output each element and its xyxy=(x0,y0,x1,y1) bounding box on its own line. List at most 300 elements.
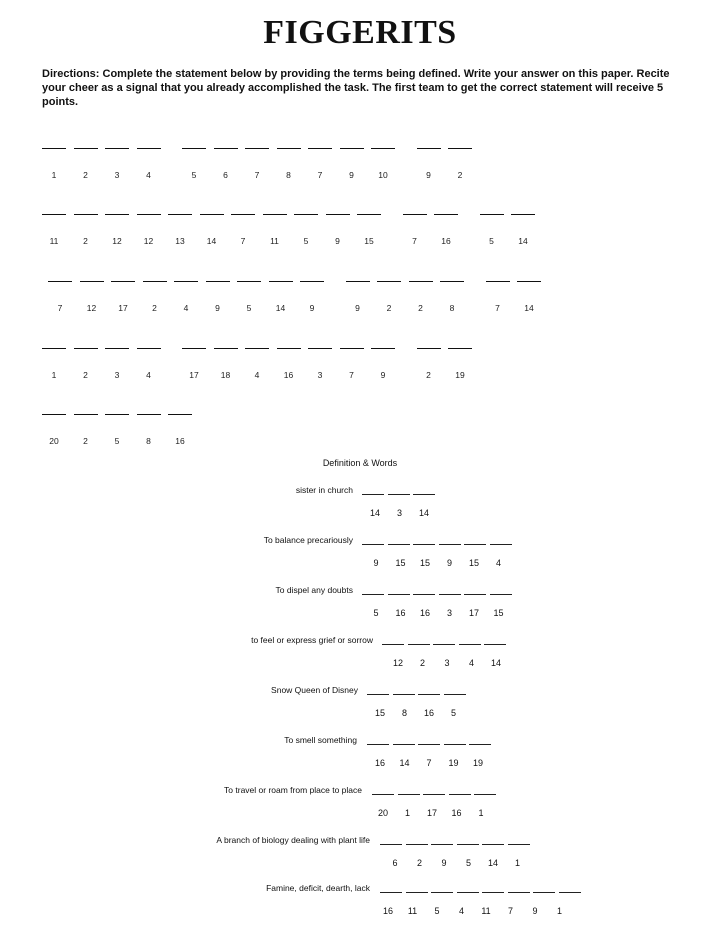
answer-blank[interactable] xyxy=(434,214,458,215)
clue-letter-number xyxy=(377,888,401,918)
clue-definition: Famine, deficit, dearth, lack xyxy=(266,883,370,893)
answer-blank[interactable] xyxy=(237,281,261,282)
answer-blank[interactable] xyxy=(448,148,472,149)
answer-blank[interactable] xyxy=(511,214,535,215)
clue-definition: To dispel any doubts xyxy=(275,585,353,595)
letter-slot[interactable] xyxy=(269,281,293,315)
clue-number-text: 16 xyxy=(395,608,406,618)
letter-slot[interactable] xyxy=(74,414,98,448)
letter-number: 9 xyxy=(426,170,431,180)
puzzle-row xyxy=(0,214,720,254)
clue-letter-number xyxy=(418,740,442,770)
letter-slot[interactable] xyxy=(105,148,129,182)
answer-blank[interactable] xyxy=(263,214,287,215)
puzzle-row xyxy=(0,281,720,321)
letter-slot[interactable] xyxy=(517,281,541,315)
letter-number: 11 xyxy=(270,236,279,246)
letter-slot[interactable] xyxy=(42,214,66,248)
clue-letter-number xyxy=(524,888,548,918)
letter-slot[interactable] xyxy=(300,281,324,315)
letter-number: 2 xyxy=(457,170,463,180)
answer-blank[interactable] xyxy=(277,148,301,149)
letter-number: 7 xyxy=(349,370,354,380)
answer-blank[interactable] xyxy=(143,281,167,282)
clue-letter-number xyxy=(439,540,463,570)
letter-slot[interactable] xyxy=(277,148,301,182)
clue-letter-number xyxy=(369,740,393,770)
answer-blank[interactable] xyxy=(377,281,401,282)
letter-number: 10 xyxy=(378,170,388,180)
answer-blank[interactable] xyxy=(105,214,129,215)
letter-slot[interactable] xyxy=(111,281,135,315)
answer-blank[interactable] xyxy=(294,214,318,215)
answer-blank[interactable] xyxy=(340,148,364,149)
clue-letter-number xyxy=(421,790,445,820)
letter-number: 14 xyxy=(206,236,217,246)
clue-letter-number xyxy=(488,590,512,620)
answer-blank[interactable] xyxy=(346,281,370,282)
letter-slot[interactable] xyxy=(346,281,370,315)
letter-slot[interactable] xyxy=(403,214,427,248)
letter-slot[interactable] xyxy=(511,214,535,248)
directions-text: Directions: Complete the statement below by providing the terms being defined. Write your answer on this paper. Recite your cheer as a signal that you already accomplished the task. The first team to get the correct statement will receive 5 points. xyxy=(42,68,670,108)
clue-letter-number xyxy=(443,690,467,720)
letter-number: 3 xyxy=(114,170,120,180)
letter-slot[interactable] xyxy=(245,148,269,182)
clue-letter-number xyxy=(488,540,512,570)
clue-number-text: 14 xyxy=(399,758,410,768)
answer-blank[interactable] xyxy=(403,214,427,215)
puzzle-row xyxy=(0,348,720,388)
clue-row xyxy=(0,835,720,875)
clue-number-text: 5 xyxy=(465,858,471,868)
letter-number: 2 xyxy=(83,170,88,180)
clue-row xyxy=(0,485,720,525)
letter-number: 4 xyxy=(254,370,260,380)
answer-blank[interactable] xyxy=(74,348,98,349)
answer-blank[interactable] xyxy=(42,214,66,215)
letter-number: 1 xyxy=(51,170,57,180)
clue-number-text: 15 xyxy=(419,558,430,568)
clue-number-text: 19 xyxy=(472,758,483,768)
letter-number: 2 xyxy=(152,303,157,313)
clue-letter-number xyxy=(372,790,396,820)
clue-number-text: 1 xyxy=(478,808,484,818)
answer-blank[interactable] xyxy=(137,414,161,415)
clue-number-text: 16 xyxy=(382,906,393,916)
answer-blank[interactable] xyxy=(74,414,98,415)
answer-blank[interactable] xyxy=(417,148,441,149)
letter-number: 9 xyxy=(349,170,354,180)
letter-slot[interactable] xyxy=(105,414,129,448)
clue-number-text: 15 xyxy=(493,608,504,618)
clue-definition: To travel or roam from place to place xyxy=(224,785,362,795)
clue-number-text: 8 xyxy=(401,708,407,718)
letter-slot[interactable] xyxy=(168,414,192,448)
letter-number: 2 xyxy=(83,236,88,246)
clue-letter-number xyxy=(433,840,457,870)
letter-slot[interactable] xyxy=(137,214,161,248)
answer-blank[interactable] xyxy=(308,148,332,149)
answer-blank[interactable] xyxy=(42,148,66,149)
letter-number: 16 xyxy=(175,436,185,446)
letter-number: 17 xyxy=(189,370,199,380)
clue-number-text: 17 xyxy=(426,808,437,818)
answer-blank[interactable] xyxy=(168,214,192,215)
clue-number-text: 2 xyxy=(419,658,425,668)
clue-row xyxy=(0,685,720,725)
answer-blank[interactable] xyxy=(357,214,381,215)
clue-number-text: 15 xyxy=(395,558,406,568)
letter-number: 18 xyxy=(220,370,231,380)
letter-number: 5 xyxy=(489,236,494,246)
letter-number: 2 xyxy=(418,303,423,313)
clue-number-text: 9 xyxy=(446,558,452,568)
answer-blank[interactable] xyxy=(326,214,350,215)
answer-blank[interactable] xyxy=(182,348,206,349)
clue-number-text: 3 xyxy=(446,608,452,618)
clue-number-text: 9 xyxy=(532,906,538,916)
letter-number: 7 xyxy=(495,303,500,313)
clue-number-text: 16 xyxy=(419,608,430,618)
clue-letter-number xyxy=(390,540,414,570)
letter-number: 12 xyxy=(86,303,97,313)
clue-number-text: 5 xyxy=(434,906,440,916)
clue-definition: To balance precariously xyxy=(263,535,353,545)
letter-number: 3 xyxy=(114,370,120,380)
letter-slot[interactable] xyxy=(42,414,66,448)
answer-blank[interactable] xyxy=(174,281,198,282)
clue-row xyxy=(0,785,720,825)
letter-slot[interactable] xyxy=(137,148,161,182)
clue-number-text: 12 xyxy=(392,658,403,668)
clue-letter-number xyxy=(500,888,524,918)
letter-slot[interactable] xyxy=(340,148,364,182)
clue-letter-number xyxy=(364,490,388,520)
clue-number-text: 19 xyxy=(448,758,459,768)
clue-row xyxy=(0,735,720,775)
letter-number: 4 xyxy=(146,370,151,380)
clue-number-text: 1 xyxy=(514,858,520,868)
answer-blank[interactable] xyxy=(74,214,98,215)
letter-slot[interactable] xyxy=(409,281,433,315)
answer-blank[interactable] xyxy=(308,348,332,349)
clue-number-text: 9 xyxy=(373,558,379,568)
clue-number-text: 9 xyxy=(441,858,447,868)
letter-number: 12 xyxy=(112,236,122,246)
answer-blank[interactable] xyxy=(182,148,206,149)
clue-letter-number xyxy=(470,790,494,820)
clue-letter-number xyxy=(412,640,436,670)
letter-number: 16 xyxy=(283,370,294,380)
letter-number: 9 xyxy=(335,236,340,246)
letter-number: 3 xyxy=(317,370,323,380)
letter-number: 16 xyxy=(441,236,451,246)
letter-slot[interactable] xyxy=(326,214,350,248)
letter-slot[interactable] xyxy=(245,348,269,382)
clue-letter-number xyxy=(446,790,470,820)
letter-number: 14 xyxy=(275,303,286,313)
letter-number: 17 xyxy=(118,303,128,313)
letter-number: 20 xyxy=(49,436,59,446)
clue-number-text: 20 xyxy=(377,808,388,818)
letter-slot[interactable] xyxy=(237,281,261,315)
clue-row xyxy=(0,883,720,923)
letter-slot[interactable] xyxy=(42,148,66,182)
letter-slot[interactable] xyxy=(263,214,287,248)
clue-letter-number xyxy=(369,690,393,720)
answer-blank[interactable] xyxy=(42,414,66,415)
clue-letter-number xyxy=(365,590,389,620)
answer-blank[interactable] xyxy=(214,148,238,149)
letter-slot[interactable] xyxy=(371,348,395,382)
clue-letter-number xyxy=(397,790,421,820)
clue-number-text: 4 xyxy=(458,906,464,916)
clue-letter-number xyxy=(384,840,408,870)
clue-number-text: 7 xyxy=(507,906,513,916)
letter-number: 2 xyxy=(426,370,431,380)
clue-number-text: 3 xyxy=(396,508,402,518)
answer-blank[interactable] xyxy=(137,148,161,149)
answer-blank[interactable] xyxy=(105,414,129,415)
letter-slot[interactable] xyxy=(182,348,206,382)
clue-letter-number xyxy=(402,888,426,918)
letter-slot[interactable] xyxy=(137,348,161,382)
letter-slot[interactable] xyxy=(80,281,104,315)
clue-letter-number xyxy=(458,840,482,870)
letter-number: 14 xyxy=(518,236,528,246)
clue-number-text: 2 xyxy=(416,858,422,868)
clue-number-text: 14 xyxy=(490,658,501,668)
letter-number: 7 xyxy=(254,170,260,180)
clue-letter-number xyxy=(482,840,506,870)
clue-number-text: 11 xyxy=(481,906,491,916)
answer-blank[interactable] xyxy=(48,281,72,282)
answer-blank[interactable] xyxy=(42,348,66,349)
letter-slot[interactable] xyxy=(137,414,161,448)
letter-slot[interactable] xyxy=(340,348,364,382)
clue-row xyxy=(0,635,720,675)
clue-number-text: 15 xyxy=(468,558,479,568)
answer-blank[interactable] xyxy=(105,148,129,149)
letter-number: 7 xyxy=(317,170,323,180)
clue-number-text: 14 xyxy=(369,508,380,518)
clue-number-text: 5 xyxy=(450,708,456,718)
clue-letter-number xyxy=(426,888,450,918)
letter-slot[interactable] xyxy=(42,348,66,382)
letter-slot[interactable] xyxy=(206,281,230,315)
answer-blank[interactable] xyxy=(214,348,238,349)
letter-slot[interactable] xyxy=(308,148,332,182)
letter-number: 7 xyxy=(412,236,417,246)
answer-blank[interactable] xyxy=(417,348,441,349)
answer-blank[interactable] xyxy=(277,348,301,349)
clue-number-text: 4 xyxy=(495,558,501,568)
letter-number: 8 xyxy=(146,436,151,446)
answer-blank[interactable] xyxy=(74,148,98,149)
letter-number: 9 xyxy=(380,370,386,380)
clue-number-text: 11 xyxy=(407,906,418,916)
letter-number: 5 xyxy=(303,236,309,246)
answer-blank[interactable] xyxy=(486,281,510,282)
letter-slot[interactable] xyxy=(105,214,129,248)
letter-slot[interactable] xyxy=(486,281,510,315)
answer-blank[interactable] xyxy=(440,281,464,282)
clue-letter-number xyxy=(463,540,487,570)
clue-number-text: 3 xyxy=(444,658,450,668)
letter-number: 5 xyxy=(114,436,120,446)
clue-letter-number xyxy=(549,888,573,918)
clue-definition: To smell something xyxy=(284,735,357,745)
letter-number: 4 xyxy=(183,303,189,313)
clue-number-text: 7 xyxy=(426,758,432,768)
clue-letter-number xyxy=(485,640,509,670)
answer-blank[interactable] xyxy=(111,281,135,282)
clue-row xyxy=(0,585,720,625)
clue-letter-number xyxy=(409,840,433,870)
letter-slot[interactable] xyxy=(143,281,167,315)
answer-blank[interactable] xyxy=(340,348,364,349)
puzzle-row xyxy=(0,148,720,188)
letter-number: 7 xyxy=(57,303,63,313)
clue-letter-number xyxy=(451,888,475,918)
letter-number: 14 xyxy=(524,303,534,313)
letter-slot[interactable] xyxy=(182,148,206,182)
letter-slot[interactable] xyxy=(48,281,72,315)
clue-letter-number xyxy=(414,590,438,620)
clue-number-text: 4 xyxy=(468,658,474,668)
clue-letter-number xyxy=(507,840,531,870)
letter-slot[interactable] xyxy=(174,281,198,315)
letter-number: 9 xyxy=(215,303,220,313)
answer-blank[interactable] xyxy=(80,281,104,282)
answer-blank[interactable] xyxy=(517,281,541,282)
answer-blank[interactable] xyxy=(409,281,433,282)
letter-slot[interactable] xyxy=(448,348,472,382)
letter-number: 2 xyxy=(386,303,392,313)
letter-number: 12 xyxy=(143,236,154,246)
letter-slot[interactable] xyxy=(448,148,472,182)
answer-blank[interactable] xyxy=(371,148,395,149)
clue-number-text: 15 xyxy=(374,708,385,718)
letter-slot[interactable] xyxy=(214,148,238,182)
clue-letter-number xyxy=(436,640,460,670)
answer-blank[interactable] xyxy=(137,214,161,215)
clue-letter-number xyxy=(394,690,418,720)
answer-blank[interactable] xyxy=(269,281,293,282)
answer-blank[interactable] xyxy=(231,214,255,215)
letter-slot[interactable] xyxy=(440,281,464,315)
clue-number-text: 1 xyxy=(404,808,410,818)
letter-number: 4 xyxy=(146,170,151,180)
letter-slot[interactable] xyxy=(417,348,441,382)
answer-blank[interactable] xyxy=(168,414,192,415)
letter-slot[interactable] xyxy=(308,348,332,382)
letter-number: 5 xyxy=(191,170,197,180)
letter-slot[interactable] xyxy=(200,214,224,248)
letter-slot[interactable] xyxy=(231,214,255,248)
clue-letter-number xyxy=(413,490,437,520)
clue-letter-number xyxy=(390,590,414,620)
letter-slot[interactable] xyxy=(377,281,401,315)
clue-letter-number xyxy=(467,740,491,770)
letter-slot[interactable] xyxy=(371,148,395,182)
letter-number: 2 xyxy=(83,436,88,446)
answer-blank[interactable] xyxy=(200,214,224,215)
letter-number: 9 xyxy=(309,303,315,313)
clue-number-text: 1 xyxy=(556,906,562,916)
letter-number: 6 xyxy=(223,170,228,180)
letter-slot[interactable] xyxy=(105,348,129,382)
answer-blank[interactable] xyxy=(300,281,324,282)
letter-number: 5 xyxy=(246,303,252,313)
clue-number-text: 17 xyxy=(468,608,479,618)
clue-number-text: 16 xyxy=(451,808,462,818)
answer-blank[interactable] xyxy=(448,348,472,349)
answer-blank[interactable] xyxy=(371,348,395,349)
letter-number: 9 xyxy=(355,303,360,313)
letter-number: 8 xyxy=(449,303,455,313)
clue-letter-number xyxy=(463,590,487,620)
clue-number-text: 14 xyxy=(487,858,498,868)
clue-number-text: 14 xyxy=(418,508,429,518)
clue-letter-number xyxy=(414,540,438,570)
clue-letter-number xyxy=(365,540,389,570)
letter-slot[interactable] xyxy=(74,214,98,248)
clue-row xyxy=(0,535,720,575)
letter-slot[interactable] xyxy=(357,214,381,248)
clue-number-text: 16 xyxy=(423,708,434,718)
letter-number: 1 xyxy=(51,370,57,380)
clue-definition: sister in church xyxy=(295,485,353,495)
letter-slot[interactable] xyxy=(168,214,192,248)
letter-number: 13 xyxy=(175,236,185,246)
letter-slot[interactable] xyxy=(417,148,441,182)
definitions-heading: Definition & Words xyxy=(322,458,398,468)
clue-definition: Snow Queen of Disney xyxy=(271,685,358,695)
clue-definition: to feel or express grief or sorrow xyxy=(251,635,373,645)
letter-number: 15 xyxy=(364,236,374,246)
answer-blank[interactable] xyxy=(206,281,230,282)
clue-letter-number xyxy=(389,490,413,520)
letter-slot[interactable] xyxy=(214,348,238,382)
clue-letter-number xyxy=(394,740,418,770)
letter-slot[interactable] xyxy=(434,214,458,248)
clue-number-text: 16 xyxy=(374,758,385,768)
answer-blank[interactable] xyxy=(480,214,504,215)
clue-letter-number xyxy=(439,590,463,620)
answer-blank[interactable] xyxy=(105,348,129,349)
letter-slot[interactable] xyxy=(74,348,98,382)
answer-blank[interactable] xyxy=(245,348,269,349)
letter-number: 7 xyxy=(240,236,246,246)
page-title: FIGGERITS xyxy=(263,14,457,51)
letter-slot[interactable] xyxy=(277,348,301,382)
clue-letter-number xyxy=(475,888,499,918)
clue-letter-number xyxy=(443,740,467,770)
clue-letter-number xyxy=(461,640,485,670)
letter-number: 8 xyxy=(286,170,291,180)
puzzle-row xyxy=(0,414,720,454)
clue-definition: A branch of biology dealing with plant life xyxy=(216,835,370,845)
letter-slot[interactable] xyxy=(294,214,318,248)
answer-blank[interactable] xyxy=(245,148,269,149)
letter-slot[interactable] xyxy=(74,148,98,182)
letter-number: 2 xyxy=(83,370,88,380)
letter-number: 11 xyxy=(49,236,59,246)
answer-blank[interactable] xyxy=(137,348,161,349)
letter-slot[interactable] xyxy=(480,214,504,248)
